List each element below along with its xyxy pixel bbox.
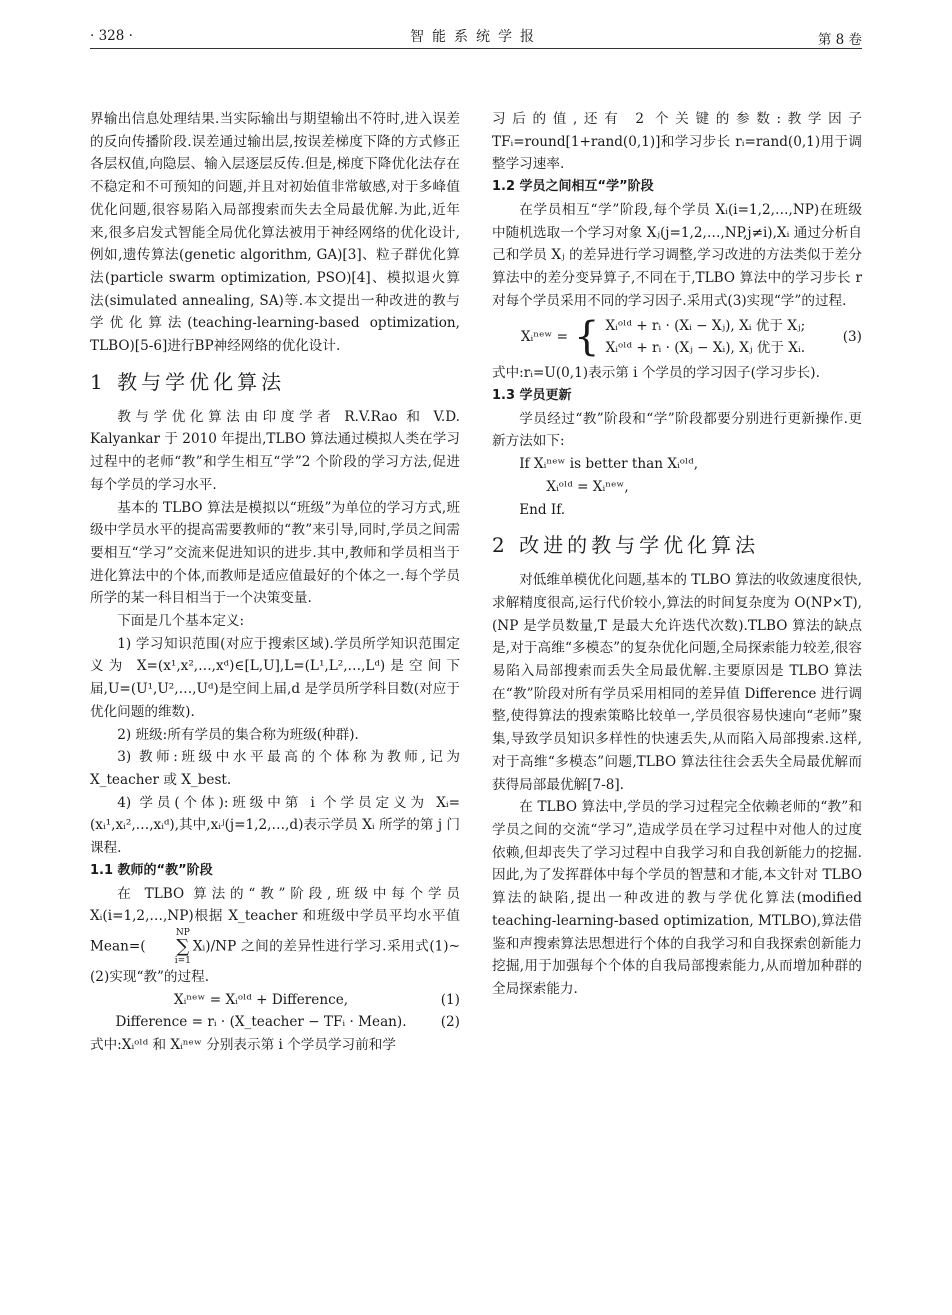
algorithm-line: End If.: [519, 501, 566, 518]
paragraph: [90, 883, 460, 989]
summation-symbol: [148, 928, 191, 966]
algorithm-line: If Xᵢⁿᵉʷ is better than Xᵢᵒˡᵈ,: [519, 456, 699, 473]
equation-body: Difference = rᵢ · (X_teacher − TFᵢ · Mean).: [115, 1014, 407, 1031]
sigma-glyph: ∑: [176, 935, 190, 957]
equation-number: (3): [842, 328, 862, 345]
equation-body: [492, 312, 834, 362]
equation-case: Xᵢᵒˡᵈ + rᵢ · (Xⱼ − Xᵢ), Xⱼ 优于 Xᵢ.: [605, 340, 806, 357]
page-header: [90, 22, 862, 49]
definition-formula: X=(x¹,x²,…,xᵈ)∈[L,U],L=(L¹,L²,…,Lᵈ)是空间下届,U=(U¹,U²,…,Uᵈ)是空间上届,d 是学员所学科目数(对应于优化问题的维数).: [90, 658, 461, 720]
equation-lhs: Xᵢⁿᵉʷ =: [520, 328, 569, 345]
left-column: [90, 108, 460, 1057]
subsection-heading: 1.3 学员更新: [492, 388, 572, 404]
paragraph: 在学员相互“学”阶段,每个学员 Xᵢ(i=1,2,…,NP)在班级中随机选取一个学习对象 Xⱼ(j=1,2,…,NP,j≠i),Xᵢ 通过分析自己和学员 Xⱼ 的差异进行学习调整,学习改进的方法类似于差分算法中的差分变异算子,不同在于,TLBO 算法中的学习步长 r 对每个学员采用不同的学习因子.采用式(3)实现“学”的过程.: [492, 201, 862, 309]
journal-name: 智能系统学报: [410, 29, 542, 45]
section-heading: 1 教与学优化算法: [90, 369, 286, 394]
subsection-heading: 1.1 教师的“教”阶段: [90, 862, 213, 878]
subsection-heading: 1.2 学员之间相互“学”阶段: [492, 179, 654, 195]
paragraph: 式中:rᵢ=U(0,1)表示第 i 个学员的学习因子(学习步长).: [492, 365, 820, 382]
definition-item: 2) 班级:所有学员的集合称为班级(种群).: [117, 726, 359, 743]
paragraph: 下面是几个基本定义:: [117, 613, 245, 630]
paragraph: 式中:Xᵢᵒˡᵈ 和 Xᵢⁿᵉʷ 分别表示第 i 个学员学习前和学: [90, 1037, 396, 1054]
paragraph: 基本的 TLBO 算法是模拟以“班级”为单位的学习方式,班级中学员水平的提高需要教师的“教”来引导,同时,学员之间需要相互“学习”交流来促进知识的进步.其中,教师和学员相当于进化算法中的个体,而教师是适应值最好的个体之一.每个学员所学的某一科目相当于一个决策变量.: [90, 499, 460, 607]
equation-1: [90, 989, 460, 1012]
definition-item: [90, 746, 460, 791]
definition-text: 3) 教师:班级中水平最高的个体称为教师,记为: [117, 749, 460, 766]
definition-item: [90, 633, 460, 724]
equation-case: Xᵢᵒˡᵈ + rᵢ · (Xᵢ − Xⱼ), Xᵢ 优于 Xⱼ;: [605, 318, 806, 335]
paragraph: 学员经过“教”阶段和“学”阶段都要分别进行更新操作.更新方法如下:: [492, 410, 862, 450]
definition-item: 4) 学员(个体):班级中第 i 个学员定义为 Xᵢ=(xᵢ¹,xᵢ²,…,xᵢᵈ),其中,xᵢʲ(j=1,2,…,d)表示学员 Xᵢ 所学的第 j 门课程.: [90, 794, 460, 857]
left-brace: {: [574, 314, 600, 361]
equation-cases: [606, 315, 806, 359]
equation-number: (1): [440, 991, 460, 1008]
definition-formula: X_teacher 或 X_best.: [90, 771, 232, 788]
equation-number: (2): [440, 1014, 460, 1031]
sum-upper: NP: [175, 927, 190, 938]
paragraph: 在 TLBO 算法中,学员的学习过程完全依赖老师的“教”和学员之间的交流“学习”,造成学员在学习过程中对他人的过度依赖,但却丧失了学习过程中自我学习和自我创新能力的挖掘.因此,为了发挥群体中每个学员的智慧和才能,本文针对 TLBO 算法的缺陷,提出一种改进的教与学优化算法(modified teaching-learning-based optimization, MTLBO),算法借鉴和声搜索算法思想进行个体的自我学习和自我探索创新能力挖掘,用于加强每个个体的自我局部搜索能力,从而增加种群的全局探索能力.: [492, 799, 862, 997]
paragraph-text: Xᵢ)/NP 之间的差异性进行学习.采用式(1)~(2)实现“教”的过程.: [90, 938, 460, 985]
paragraph-text: 在 TLBO 算法的“教”阶段,班级中每个学员 Xᵢ(i=1,2,…,NP)根据 X_teacher 和班级中学员平均水平值 Mean=(: [90, 885, 460, 955]
sum-lower: i=1: [174, 955, 191, 966]
algorithm-line: Xᵢᵒˡᵈ = Xᵢⁿᵉʷ,: [546, 478, 629, 495]
volume-number: 第 8 卷: [817, 32, 862, 48]
paragraph: 界输出信息处理结果.当实际输出与期望输出不符时,进入误差的反向传播阶段.误差通过输出层,按误差梯度下降的方式修正各层权值,向隐层、输入层逐层反传.但是,梯度下降优化法存在不稳定和不可预知的问题,并且对初始值非常敏感,对于多峰值优化问题,很容易陷入局部搜索而失去全局最优解.为此,近年来,很多启发式智能全局优化算法被用于神经网络的优化设计,例如,遗传算法(genetic algorithm, GA)[3]、粒子群优化算法(particle swarm optimization, PSO)[4]、模拟退火算法(simulated annealing, SA)等.本文提出一种改进的教与学优化算法(teaching-learning-based optimization, TLBO)[5-6]进行BP神经网络的优化设计.: [90, 111, 460, 355]
definition-text: 1) 学习知识范围(对应于搜索区域).学员所学知识范围定义为: [90, 635, 460, 675]
paragraph: 对低维单模优化问题,基本的 TLBO 算法的收敛速度很快,求解精度很高,运行代价较小,算法的时间复杂度为 O(NP×T),(NP 是学员数量,T 是最大允许迭代次数).TLBO 算法的缺点是,对于高维“多模态”的复杂优化问题,全局探索能力较差,很容易陷入局部搜索而丢失全局最优解.主要原因是 TLBO 算法在“教”阶段对所有学员采用相同的差异值 Difference 进行调整,使得算法的搜索策略比较单一,学员很容易快速向“老师”聚集,导致学员知识多样性的快速丢失,从而陷入局部搜索.这样,对于高维“多模态”问题,TLBO 算法往往会丢失全局最优解而获得局部最优解[7-8].: [492, 572, 862, 793]
equation-2: [90, 1011, 460, 1034]
section-heading: 2 改进的教与学优化算法: [492, 533, 760, 558]
equation-3: [492, 312, 862, 362]
equation-body: Xᵢⁿᵉʷ = Xᵢᵒˡᵈ + Difference,: [173, 991, 349, 1008]
paragraph: 习后的值,还有 2 个关键的参数:教学因子 TFᵢ=round[1+rand(0,1)]和学习步长 rᵢ=rand(0,1)用于调整学习速率.: [492, 111, 862, 173]
page-number: · 328 ·: [90, 28, 133, 44]
right-column: [492, 108, 862, 1001]
paragraph: 教与学优化算法由印度学者 R.V.Rao 和 V.D. Kalyankar 于 2010 年提出,TLBO 算法通过模拟人类在学习过程中的老师“教”和学生相互“学”2 个阶段的学习方法,促进每个学员的学习水平.: [90, 408, 460, 493]
